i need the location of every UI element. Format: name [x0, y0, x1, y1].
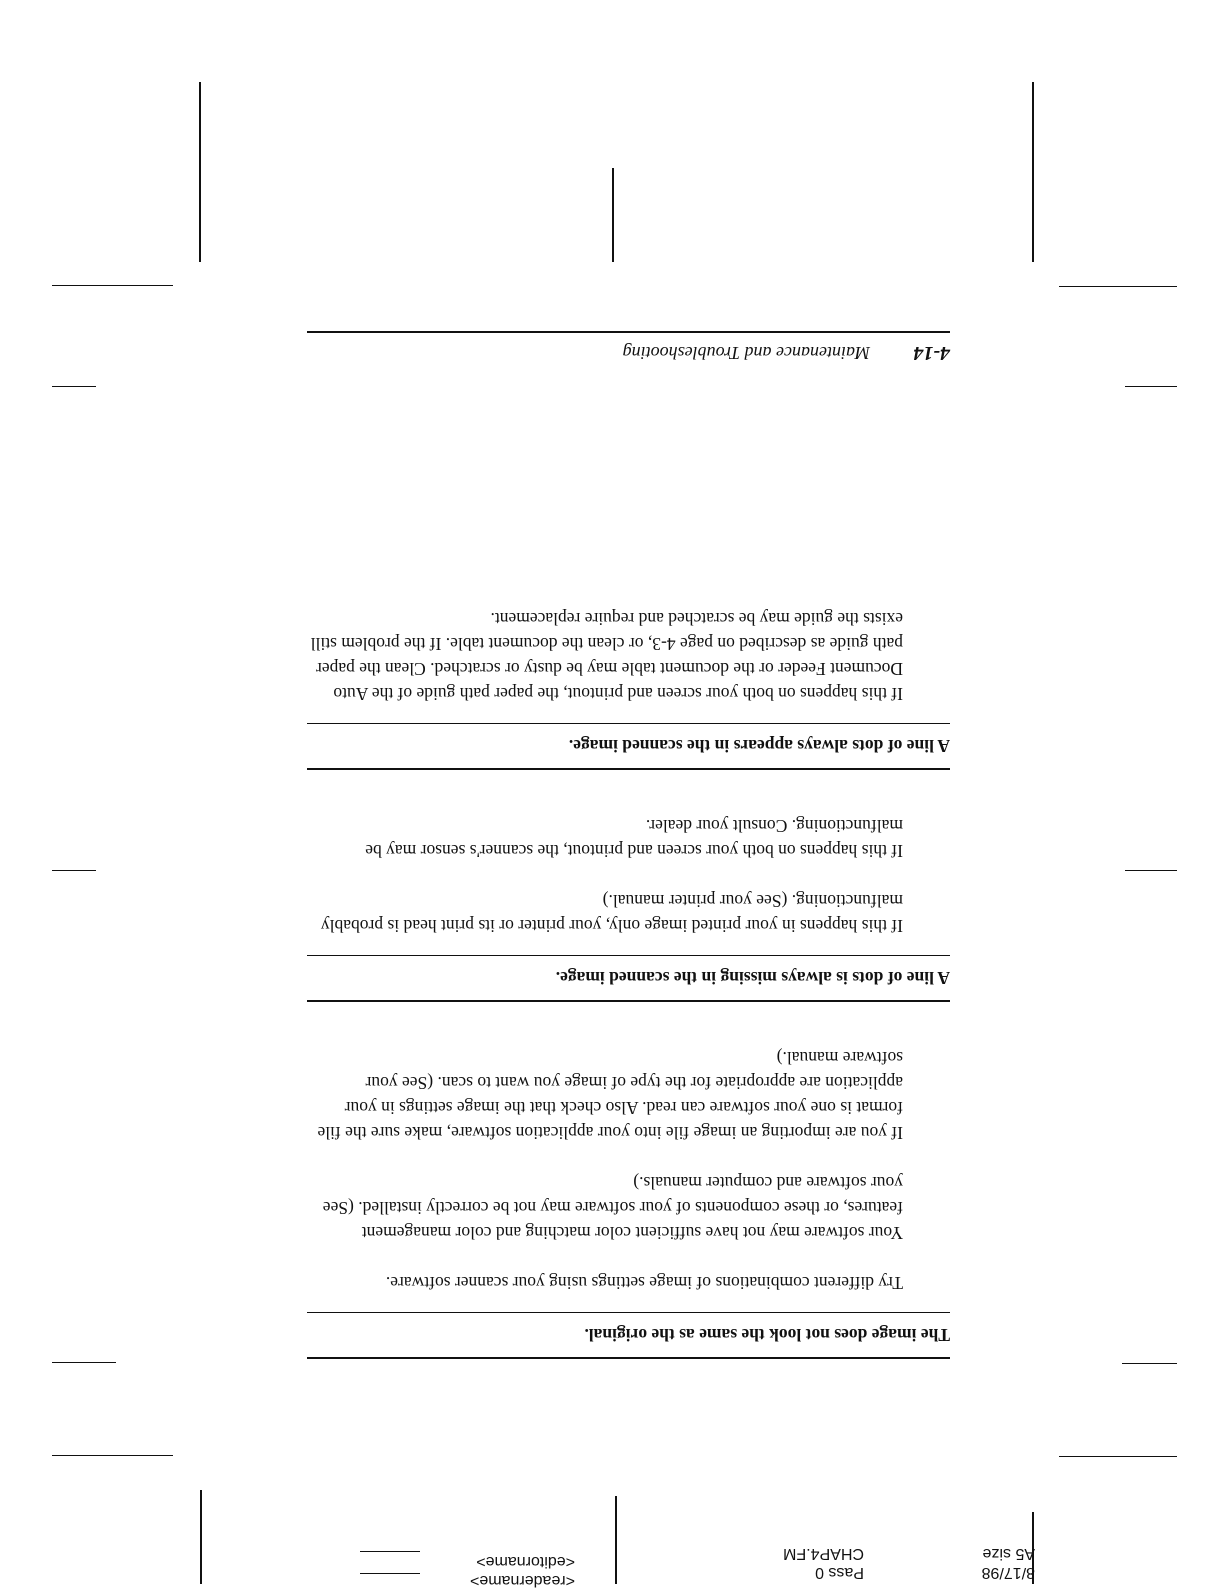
paragraph: If this happens on both your screen and printout, the paper path guide of the Auto Document Feeder or the document table may be dusty or scratched. Clean the paper path guide as described on page 4-3, or clean the document table. If the problem still exists the guide may be scratched and require replacement. [310, 609, 903, 704]
crop-mark-left-1 [1059, 1456, 1177, 1457]
crop-mark-right-5 [52, 285, 173, 286]
section-rule-bottom [307, 1312, 950, 1314]
footer-date: 8/17/98 [981, 1564, 1035, 1581]
crop-mark-right-1 [52, 1455, 173, 1456]
running-title: Maintenance and Troubleshooting [622, 343, 870, 363]
section-dots-missing [307, 813, 950, 1002]
crop-mark-top-center [616, 1496, 618, 1584]
crop-mark-left-4 [1125, 386, 1177, 387]
section-heading: The image does not look the same as the original. [584, 1325, 950, 1346]
running-header [307, 338, 950, 364]
section-rule-bottom [307, 955, 950, 957]
section-heading: A line of dots is always missing in the scanned image. [555, 968, 950, 989]
crop-mark-bottom-left [1033, 82, 1035, 262]
crop-mark-left-2 [1122, 1363, 1177, 1364]
footer-rule-2 [360, 1551, 420, 1552]
footer-pass: Pass 0 [815, 1564, 864, 1581]
section-rule-bottom [307, 723, 950, 725]
page-number: 4-14 [913, 342, 950, 364]
paragraph: If this happens in your printed image only, your printer or its print head is probably malfunctioning. (See your printer manual.) [320, 891, 903, 936]
footer-file: CHAP4.FM [783, 1545, 864, 1562]
crop-mark-top-right [201, 1490, 203, 1584]
footer-reader: <readername> [470, 1572, 575, 1589]
section-image-mismatch [307, 1045, 950, 1359]
section-rule-top [307, 769, 950, 771]
crop-mark-right-4 [52, 386, 96, 387]
crop-mark-left-3 [1125, 870, 1177, 871]
section-rule-top [307, 1358, 950, 1360]
paragraph: Your software may not have sufficient color matching and color management features, or these components of your software may not be correctly installed. (See your software and computer manuals.) [322, 1173, 903, 1243]
crop-mark-bottom-center [613, 168, 615, 262]
paragraph: Try different combinations of image settings using your scanner software. [385, 1273, 903, 1293]
section-rule-top [307, 1001, 950, 1003]
crop-mark-right-2 [52, 1362, 116, 1363]
footer-editor: <editorname> [476, 1553, 575, 1570]
section-heading: A line of dots always appears in the scanned image. [568, 736, 950, 757]
footer-rule-1 [360, 1573, 420, 1574]
crop-mark-left-5 [1059, 286, 1177, 287]
header-rule [307, 331, 950, 333]
crop-mark-right-3 [52, 870, 96, 871]
section-dots-appear [307, 606, 950, 770]
paragraph: If this happens on both your screen and printout, the scanner's sensor may be malfunctioning. Consult your dealer. [365, 816, 903, 861]
crop-mark-bottom-right [200, 82, 202, 262]
troubleshooting-content [307, 606, 950, 1359]
paragraph: If you are importing an image file into your application software, make sure the file format is one your software can read. Also check that the image settings in your application are appropriate for the type of image you want to scan. (See your software manual.) [317, 1048, 903, 1143]
footer-size: A5 size [982, 1545, 1035, 1562]
